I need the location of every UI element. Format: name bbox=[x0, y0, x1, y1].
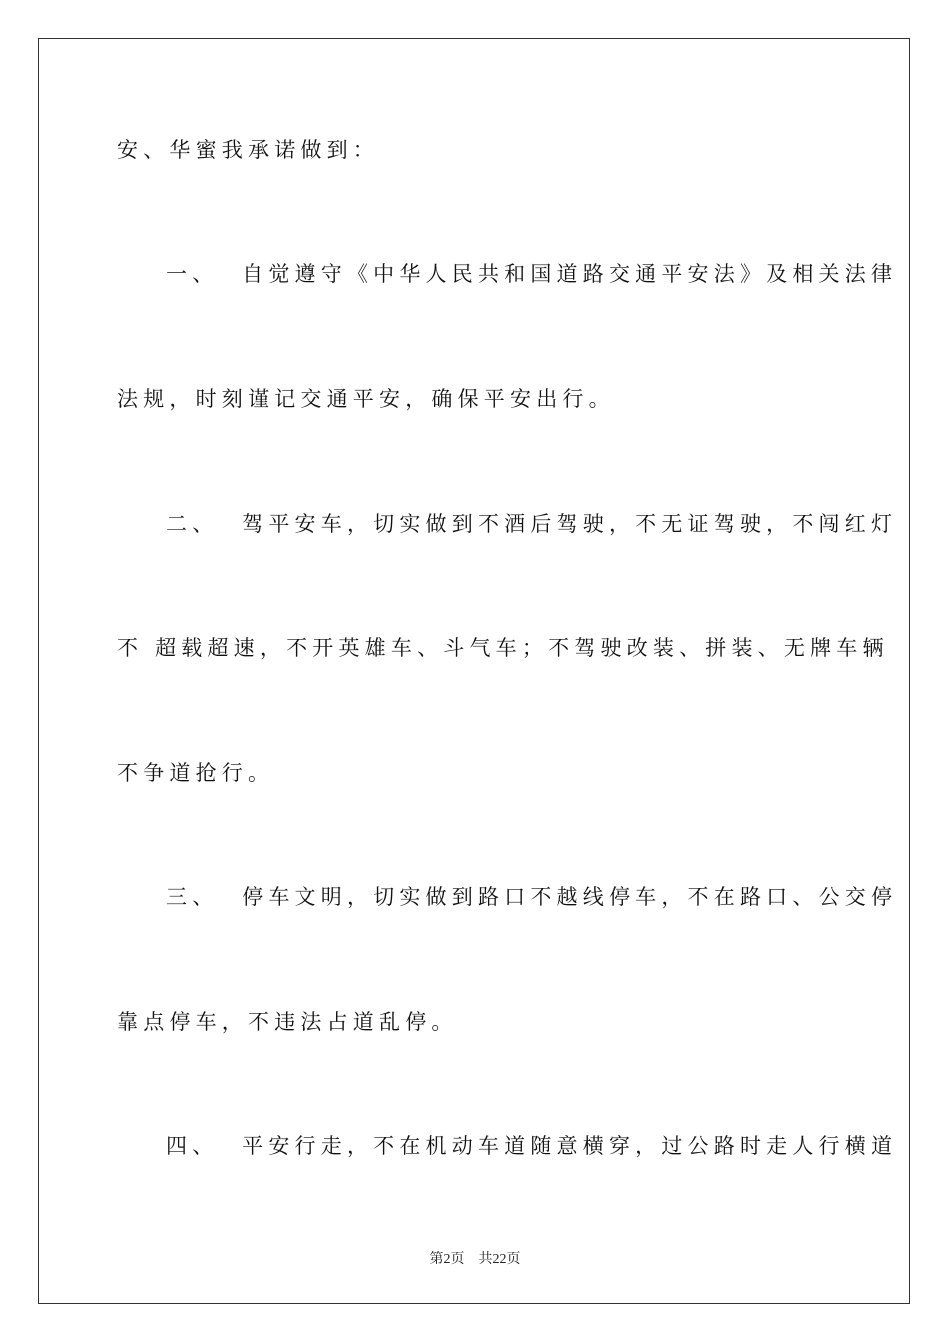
page-total: 共22页 bbox=[478, 1252, 521, 1267]
text-line-1: 安、华蜜我承诺做到： bbox=[117, 138, 379, 162]
text-line-5: 不 超载超速，不开英雄车、斗气车；不驾驶改装、拼装、无牌车辆 bbox=[117, 636, 889, 660]
text-line-3: 法规，时刻谨记交通平安，确保平安出行。 bbox=[117, 387, 615, 411]
text-line-8: 靠点停车，不违法占道乱停。 bbox=[117, 1010, 458, 1034]
text-line-2: 一、 自觉遵守《中华人民共和国道路交通平安法》及相关法律 bbox=[166, 262, 898, 286]
text-line-6: 不争道抢行。 bbox=[117, 761, 275, 785]
text-line-7: 三、 停车文明，切实做到路口不越线停车，不在路口、公交停 bbox=[166, 885, 898, 909]
text-line-9: 四、 平安行走，不在机动车道随意横穿，过公路时走人行横道 bbox=[166, 1134, 898, 1158]
text-line-4: 二、 驾平安车，切实做到不酒后驾驶，不无证驾驶，不闯红灯 bbox=[166, 512, 898, 536]
page-border bbox=[38, 38, 910, 1304]
page-number: 第2页 bbox=[429, 1252, 465, 1267]
page-footer bbox=[0, 1248, 950, 1268]
